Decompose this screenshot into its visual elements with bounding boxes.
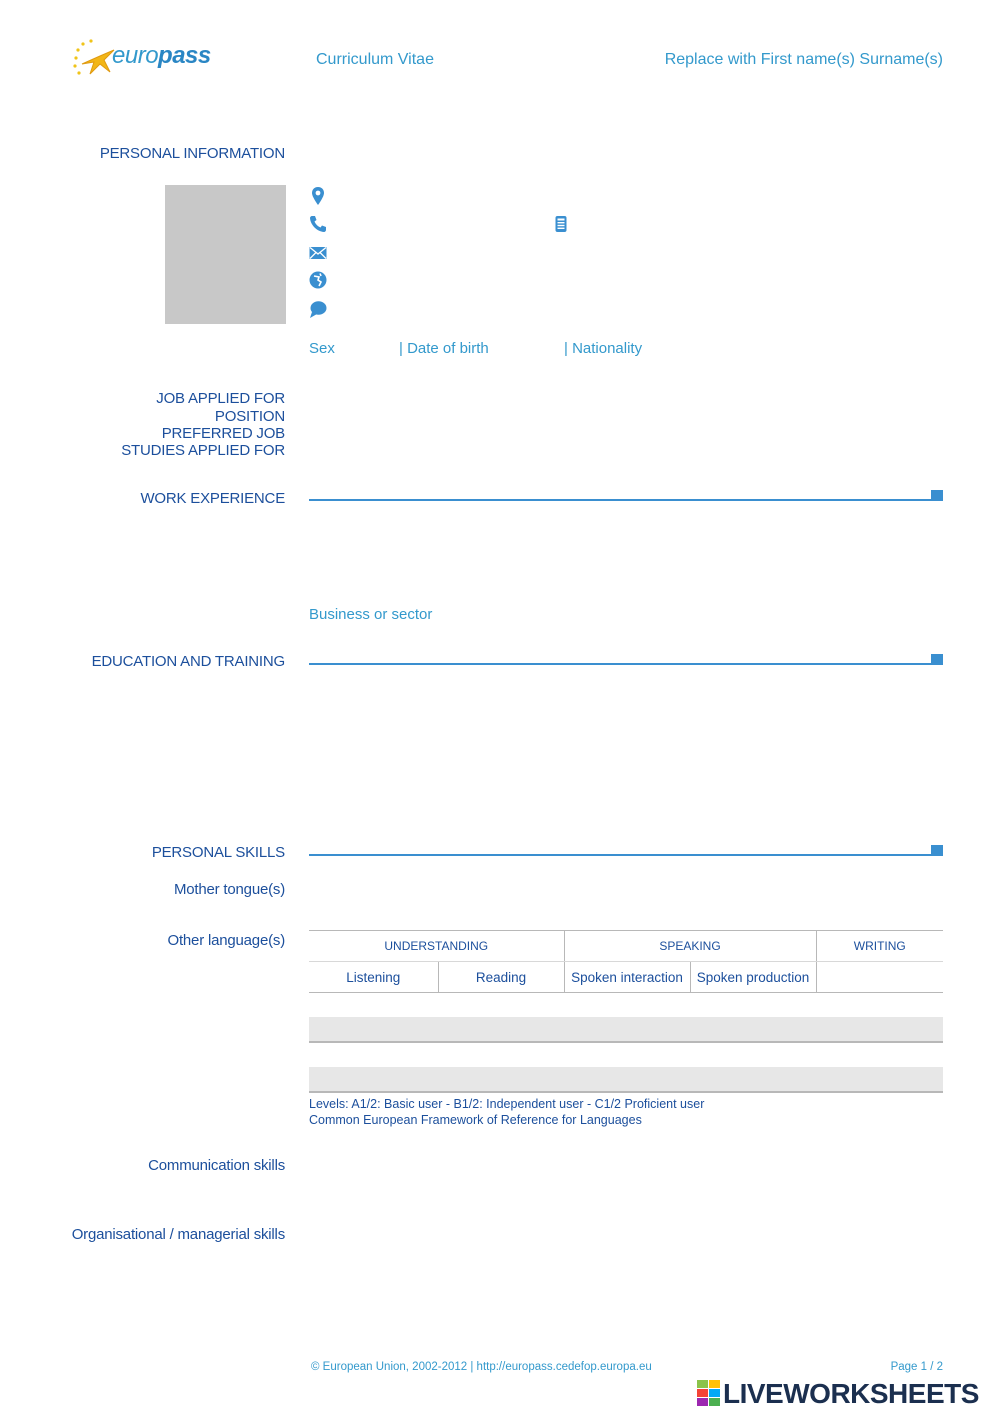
- preferred-job-label: PREFERRED JOB: [161, 425, 285, 442]
- table-header-row: [309, 931, 943, 962]
- language-skills-table: [309, 930, 943, 1093]
- personal-skills-divider: [309, 854, 934, 856]
- table-row[interactable]: [309, 1042, 943, 1067]
- framework-line: Common European Framework of Reference for Languages: [309, 1113, 642, 1127]
- nationality-label: | Nationality: [564, 340, 643, 357]
- communication-skills-label: Communication skills: [148, 1157, 285, 1174]
- photo-placeholder[interactable]: [165, 185, 286, 324]
- liveworksheets-text: LIVEWORKSHEETS: [723, 1378, 979, 1409]
- chat-icon: [308, 299, 328, 319]
- europass-logo: [70, 36, 210, 80]
- name-placeholder[interactable]: Replace with First name(s) Surname(s): [664, 51, 943, 68]
- liveworksheets-logo-icon: [697, 1380, 721, 1408]
- organisational-skills-label: Organisational / managerial skills: [71, 1226, 285, 1243]
- table-subheader-row: [309, 962, 943, 993]
- work-experience-marker: [931, 490, 943, 501]
- language-levels-note: [309, 1096, 704, 1128]
- education-training-heading: EDUCATION AND TRAINING: [91, 653, 285, 670]
- table-row: [309, 993, 943, 1018]
- page-number: Page 1 / 2: [890, 1361, 943, 1373]
- logo-text-pass: pass: [158, 42, 211, 69]
- location-icon: [308, 186, 328, 206]
- work-experience-heading: WORK EXPERIENCE: [140, 490, 285, 507]
- spoken-interaction-header: Spoken interaction: [564, 962, 690, 993]
- listening-header: Listening: [309, 962, 438, 993]
- personal-information-heading: PERSONAL INFORMATION: [99, 145, 285, 162]
- job-applied-for-label: JOB APPLIED FOR: [156, 390, 285, 407]
- personal-skills-marker: [931, 845, 943, 856]
- position-label: POSITION: [214, 408, 285, 425]
- mobile-icon: [551, 214, 571, 234]
- logo-text-euro: euro: [112, 42, 159, 69]
- table-row[interactable]: [309, 1017, 943, 1042]
- education-divider: [309, 663, 934, 665]
- studies-applied-for-label: STUDIES APPLIED FOR: [121, 442, 285, 459]
- personal-skills-heading: PERSONAL SKILLS: [151, 844, 285, 861]
- other-languages-label: Other language(s): [167, 932, 285, 949]
- phone-icon: [308, 214, 328, 234]
- reading-header: Reading: [438, 962, 564, 993]
- levels-line: Levels: A1/2: Basic user - B1/2: Independent user - C1/2 Proficient user: [309, 1097, 705, 1111]
- speaking-header: SPEAKING: [564, 931, 816, 962]
- education-marker: [931, 654, 943, 665]
- liveworksheets-watermark: [697, 1378, 997, 1410]
- date-of-birth-label: | Date of birth: [399, 340, 489, 357]
- business-or-sector-label: Business or sector: [309, 606, 433, 623]
- table-row[interactable]: [309, 1067, 943, 1092]
- email-icon: [308, 243, 328, 263]
- footer-copyright[interactable]: © European Union, 2002-2012 | http://europass.cedefop.europa.eu: [311, 1361, 652, 1373]
- website-icon: [308, 270, 328, 290]
- writing-subheader: [816, 962, 943, 993]
- work-experience-divider: [309, 499, 934, 501]
- spoken-production-header: Spoken production: [690, 962, 816, 993]
- sex-label: Sex: [309, 340, 335, 357]
- writing-header: WRITING: [816, 931, 943, 962]
- mother-tongue-label: Mother tongue(s): [173, 881, 285, 898]
- cv-title: Curriculum Vitae: [316, 51, 434, 68]
- understanding-header: UNDERSTANDING: [309, 931, 564, 962]
